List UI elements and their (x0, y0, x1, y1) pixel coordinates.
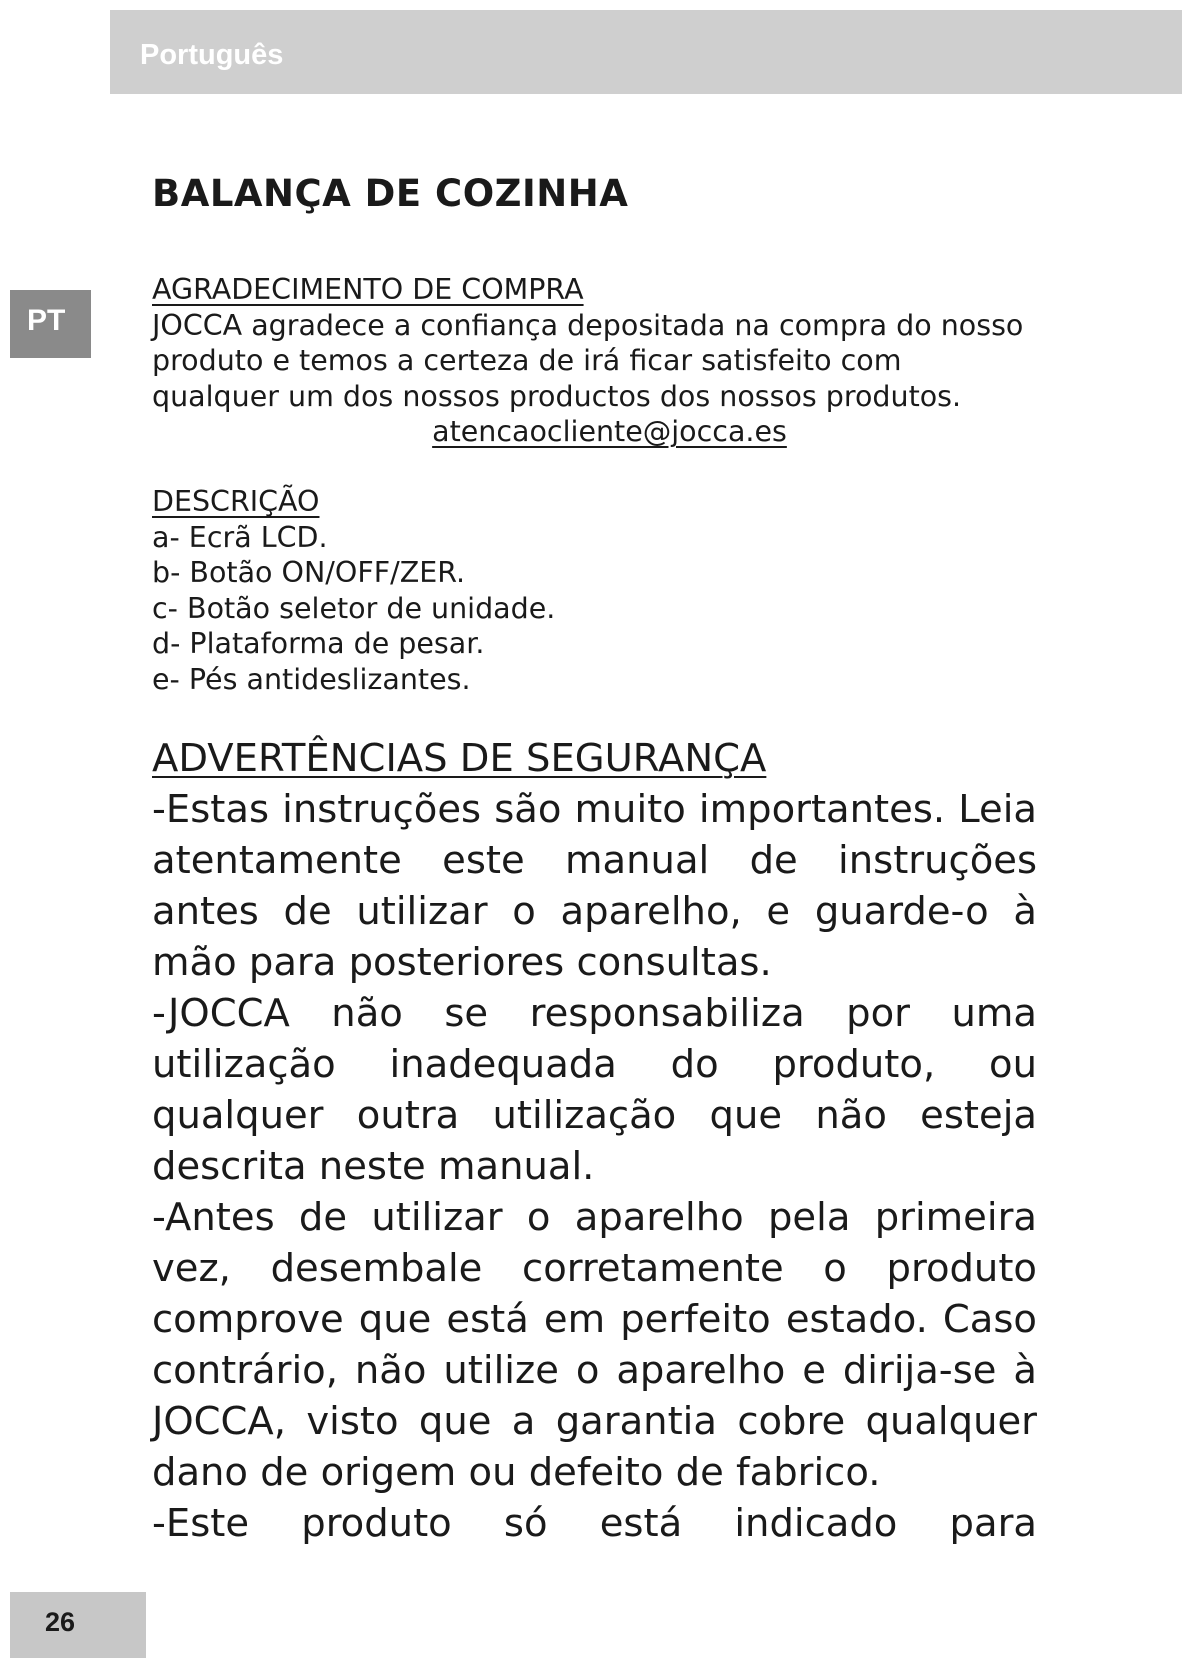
document-title: BALANÇA DE COZINHA (152, 172, 629, 215)
description-heading: DESCRIÇÃO (152, 485, 320, 518)
purchase-thanks-heading: AGRADECIMENTO DE COMPRA (152, 273, 584, 306)
safety-paragraph: -JOCCA não se responsabiliza por uma utilização inadequada do produto, ou qualquer outra utilização que não esteja descrita neste manual. (152, 991, 1037, 1189)
safety-warnings-heading: ADVERTÊNCIAS DE SEGURANÇA (152, 736, 767, 781)
safety-paragraph: -Antes de utilizar o aparelho pela primeira vez, desembale corretamente o produto comprove que está em perfeito estado. Caso contrário, não utilize o aparelho e dirija-se à JOCCA, visto que a garantia cobre qualquer dano de origem ou defeito de fabrico. (152, 1195, 1037, 1495)
language-header-bar (110, 10, 1182, 94)
purchase-thanks-section (152, 272, 1037, 450)
safety-warnings-section (152, 733, 1037, 1549)
page-number: 26 (45, 1607, 76, 1637)
description-item: e- Pés antideslizantes. (152, 662, 471, 696)
language-label: Português (140, 39, 284, 71)
safety-paragraph-partial: -Este produto só está indicado para (152, 1501, 1037, 1546)
support-email-link[interactable]: atencaocliente@jocca.es (432, 415, 787, 448)
language-side-tab (10, 290, 91, 358)
page-number-box (10, 1592, 146, 1658)
description-item: c- Botão seletor de unidade. (152, 591, 556, 625)
language-code: PT (27, 304, 66, 337)
description-item: b- Botão ON/OFF/ZER. (152, 556, 466, 589)
safety-paragraph: -Estas instruções são muito importantes. Leia atentamente este manual de instruções antes de utilizar o aparelho, e guarde-o à mão para posteriores consultas. (152, 787, 1037, 985)
description-section (152, 484, 1037, 697)
description-item: d- Plataforma de pesar. (152, 627, 485, 660)
purchase-thanks-body: JOCCA agradece a confiança depositada na compra do nosso produto e temos a certeza de irá ficar satisfeito com qualquer um dos nossos productos dos nossos produtos. (152, 308, 1024, 413)
support-email-line (152, 414, 1037, 450)
description-item: a- Ecrã LCD. (152, 520, 328, 554)
